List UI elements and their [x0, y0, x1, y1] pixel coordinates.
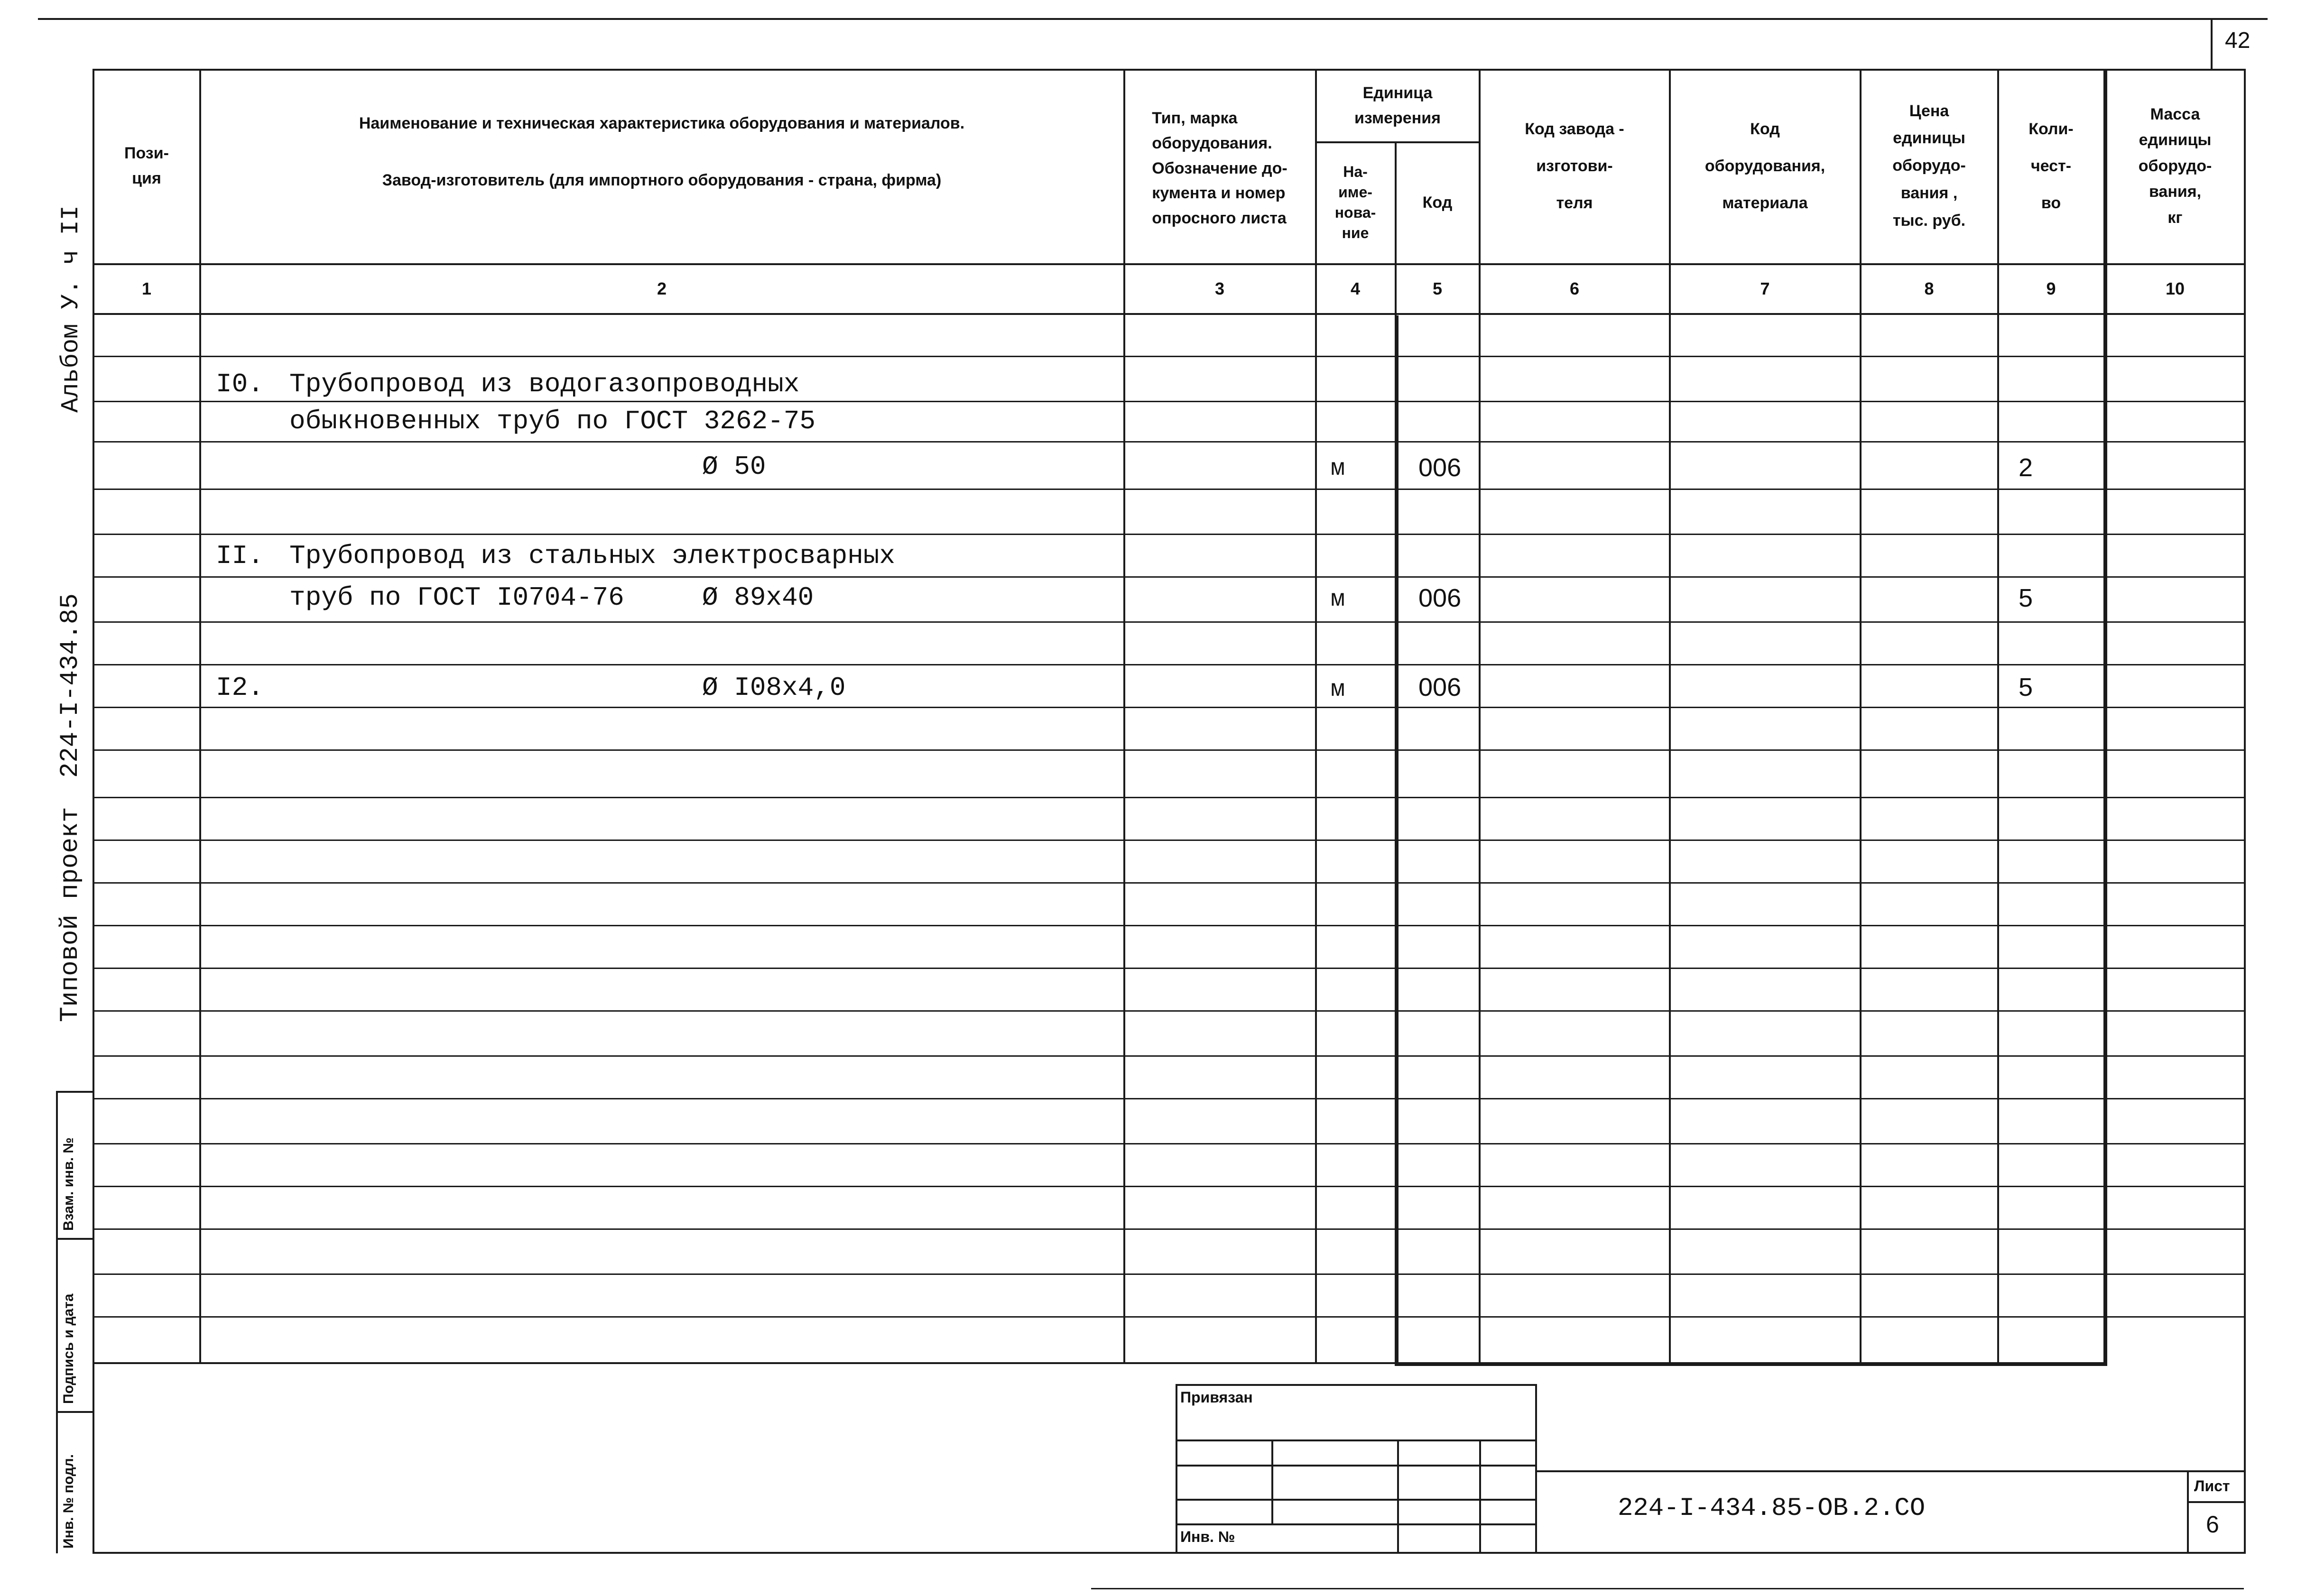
header-name-line1: Наименование и техническая характеристика оборудования и материалов.	[359, 114, 965, 132]
col-number-9: 9	[2046, 279, 2056, 298]
sheet-number: 42	[2225, 28, 2251, 53]
header-equipment-code: Код оборудования, материала	[1704, 120, 1825, 212]
row-12-size: Ø I08х4,0	[702, 673, 846, 703]
project-code: 224-I-434.85	[56, 593, 85, 778]
header-unit-name: На- име- нова- ние	[1334, 163, 1376, 242]
stamp-divider-1	[56, 1238, 94, 1240]
bound-box-top	[1176, 1384, 1537, 1386]
row-10-position: I0.	[216, 369, 264, 399]
table-row-line	[93, 1098, 2246, 1099]
table-row-line	[93, 1143, 2246, 1144]
stamp-column-left	[56, 1091, 58, 1553]
header-unit-group: Единица измерения	[1354, 83, 1441, 127]
row-12-code: 006	[1418, 673, 1462, 701]
frame-bottom	[93, 1552, 2246, 1554]
row-10-code: 006	[1418, 453, 1462, 482]
frame-top	[93, 69, 2246, 71]
col-number-6: 6	[1569, 279, 1580, 298]
table-row-line	[93, 356, 2246, 357]
table-row-line	[93, 401, 2246, 402]
table-row-line	[93, 1228, 2246, 1230]
col-line-6	[1669, 69, 1671, 1364]
col-line-8	[1997, 69, 1999, 1364]
table-row-line	[93, 534, 2246, 535]
col-number-8: 8	[1924, 279, 1934, 298]
bound-box-left	[1176, 1384, 1177, 1552]
bound-box-line-2	[1176, 1465, 1537, 1467]
header-manufacturer-code: Код завода - изготови- теля	[1525, 120, 1624, 212]
col-number-5: 5	[1432, 279, 1443, 298]
row-12-unit: м	[1331, 676, 1345, 703]
row-11-unit: м	[1331, 586, 1345, 613]
row-11-position: II.	[216, 541, 264, 571]
table-row-line	[93, 1010, 2246, 1012]
col-line-7	[1860, 69, 1862, 1364]
stamp-divider-top	[56, 1091, 94, 1093]
stamp-replaced-inv: Взам. инв. №	[61, 1137, 76, 1231]
row-11-name-cont: труб по ГОСТ I0704-76	[289, 582, 624, 613]
table-row-line	[93, 1316, 2246, 1318]
table-row-line	[93, 489, 2246, 490]
bound-box-line-3	[1176, 1499, 1537, 1501]
bound-label: Привязан	[1180, 1389, 1253, 1406]
row-11-name: Трубопровод из стальных электросварных	[289, 541, 896, 571]
col-line-1	[199, 69, 201, 1364]
table-row-line	[93, 968, 2246, 969]
doc-code-top	[1535, 1470, 2246, 1472]
row-12-position: I2.	[216, 673, 264, 703]
col-number-2: 2	[657, 279, 667, 298]
table-bottom	[93, 1362, 1397, 1364]
col-line-3	[1315, 69, 1317, 1364]
bound-box-line-1	[1176, 1439, 1537, 1441]
col-number-1: 1	[141, 279, 152, 298]
header-price: Цена единицы оборудо- вания , тыс. руб.	[1892, 101, 1966, 230]
bound-box-col-3	[1479, 1439, 1481, 1553]
row-10-unit: м	[1331, 455, 1345, 482]
sheet-box-left	[2187, 1470, 2189, 1553]
bound-box-col-2	[1397, 1439, 1399, 1553]
inv-number-label: Инв. №	[1180, 1528, 1235, 1545]
col-number-3: 3	[1214, 279, 1225, 298]
table-row-line	[93, 1186, 2246, 1187]
row-11-quantity: 5	[2019, 584, 2033, 612]
bold-box-bottom	[1395, 1362, 2107, 1366]
header-quantity: Коли- чест- во	[2028, 120, 2074, 212]
stamp-signature-date: Подпись и дата	[61, 1293, 76, 1404]
bound-box-col-1	[1271, 1439, 1273, 1525]
row-11-size: Ø 89х40	[702, 582, 814, 613]
table-row-line	[93, 882, 2246, 884]
table-row-line	[93, 797, 2246, 798]
table-row-line	[93, 621, 2246, 623]
row-12-quantity: 5	[2019, 673, 2033, 701]
bottom-edge-line	[1091, 1588, 2244, 1589]
col-line-5	[1479, 69, 1481, 1364]
project-label: Типовой проект	[56, 807, 85, 1022]
row-10-name-cont: обыкновенных труб по ГОСТ 3262-75	[289, 406, 815, 436]
row-10-name: Трубопровод из водогазопроводных	[289, 369, 800, 399]
column-numbers-bottom	[93, 313, 2246, 315]
table-row-line	[93, 840, 2246, 841]
col-number-10: 10	[2165, 279, 2185, 298]
table-row-line	[93, 707, 2246, 708]
header-position: Пози- ция	[124, 144, 169, 187]
document-code: 224-I-434.85-ОВ.2.СО	[1618, 1494, 1926, 1523]
sheet-label: Лист	[2194, 1477, 2230, 1495]
sheet-box-divider	[2187, 1501, 2246, 1503]
bound-box-line-4	[1176, 1523, 1537, 1525]
table-row-line	[93, 441, 2246, 443]
header-unit-code: Код	[1422, 193, 1453, 212]
header-bottom	[93, 263, 2246, 265]
col-line-2	[1123, 69, 1125, 1364]
header-type: Тип, марка оборудования. Обозначение до- кумента и номер опросного листа	[1152, 109, 1287, 228]
page-number-box-left	[2211, 18, 2213, 70]
table-row-line	[93, 1273, 2246, 1275]
row-11-code: 006	[1418, 584, 1462, 612]
header-mass: Масса единицы оборудо- вания, кг	[2138, 105, 2212, 227]
top-border	[38, 18, 2268, 20]
col-line-9	[2103, 69, 2107, 1364]
stamp-divider-2	[56, 1411, 94, 1413]
table-row-line	[93, 925, 2246, 926]
header-name-line2: Завод-изготовитель (для импортного оборудования - страна, фирма)	[382, 171, 942, 189]
frame-right	[2244, 69, 2246, 1553]
row-10-quantity: 2	[2019, 453, 2033, 482]
col-line-4-header	[1395, 141, 1397, 319]
album-label: Альбом У. ч II	[57, 205, 85, 413]
table-row-line	[93, 749, 2246, 751]
table-row-line	[93, 1055, 2246, 1057]
stamp-original-inv: Инв. № подл.	[61, 1454, 76, 1549]
table-row-line	[93, 576, 2246, 578]
col-number-4: 4	[1350, 279, 1361, 298]
table-row-line	[93, 664, 2246, 665]
bound-box-right	[1535, 1384, 1537, 1552]
col-number-7: 7	[1760, 279, 1770, 298]
frame-left	[93, 69, 94, 1553]
row-10-diameter: Ø 50	[702, 452, 766, 482]
sheet-value: 6	[2206, 1511, 2219, 1538]
